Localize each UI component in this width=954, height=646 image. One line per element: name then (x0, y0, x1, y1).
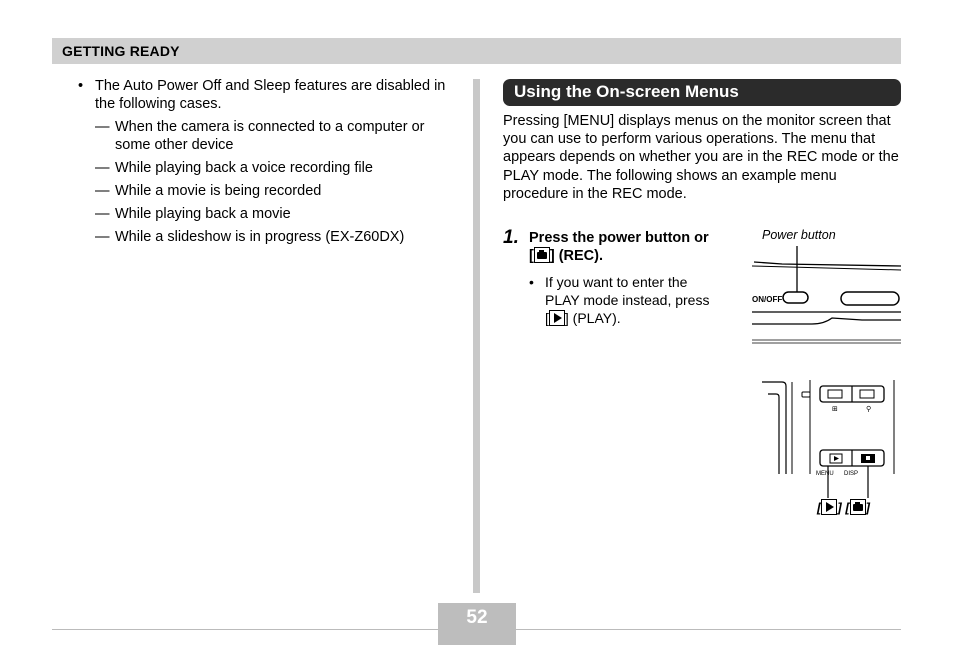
page-number: 52 (466, 607, 488, 628)
bullet-text: The Auto Power Off and Sleep features are disabled in the following cases. (95, 78, 446, 112)
disp-label: DISP (844, 471, 859, 477)
screen-frame-inner (768, 394, 779, 474)
dash-text: While playing back a voice recording file (115, 159, 373, 176)
dash-mark: — (95, 182, 110, 199)
step-subnote (529, 273, 714, 327)
magnify-icon: ⚲ (866, 405, 872, 413)
dash-text: While playing back a movie (115, 205, 291, 222)
grid-icon: ⊞ (832, 405, 838, 413)
intro-paragraph: Pressing [MENU] displays menus on the monitor screen that you can use to perform various operations. The menu that appears depends on whether you are in the REC mode or the PLAY mode. The following shows an example menu procedure in the REC mode. (503, 113, 899, 202)
camera-top-illustration (752, 244, 901, 344)
screen-frame-outer (762, 382, 786, 474)
bracket: [ (817, 500, 822, 515)
camera-icon (850, 499, 866, 515)
power-button-label: Power button (762, 228, 836, 242)
section-header-title: GETTING READY (62, 43, 180, 59)
left-column (78, 78, 450, 252)
camera-outline-line (752, 266, 901, 270)
dash-text: While a slideshow is in progress (EX-Z60DX) (115, 228, 405, 245)
dash-mark: — (95, 159, 110, 176)
bracket: ] (865, 500, 870, 515)
subnote-after: ] (PLAY). (564, 310, 621, 326)
bullet-item (78, 78, 450, 113)
section-title: Using the On-screen Menus (514, 82, 739, 101)
step-text (529, 229, 714, 265)
dash-item (78, 229, 450, 247)
onoff-label: ON/OFF (752, 295, 783, 304)
camera-back-illustration (762, 378, 901, 498)
bracket: ] (837, 500, 842, 515)
subnote-before: If you want to enter the PLAY mode instead, press [ (545, 274, 710, 326)
shutter-button-shape (841, 292, 899, 305)
dash-item (78, 160, 450, 178)
play-icon (821, 499, 837, 515)
dash-text: When the camera is connected to a computer or some other device (115, 119, 425, 153)
dash-mark: — (95, 228, 110, 245)
led-indicator (802, 392, 810, 397)
step-text-before: Press the power button or [ (529, 230, 709, 264)
step-text-after: ] (REC). (549, 248, 604, 264)
camera-lens (866, 456, 870, 460)
step-subnote-text (529, 273, 714, 327)
menu-label: MENU (816, 471, 834, 477)
bracket: [ (845, 500, 850, 515)
column-divider (473, 79, 480, 593)
camera-outline-top (754, 262, 901, 266)
bullet-dot: • (529, 274, 534, 290)
dash-item (78, 183, 450, 201)
play-icon (549, 310, 565, 326)
dash-mark: — (95, 205, 110, 222)
figure-button-labels (817, 499, 870, 515)
section-title-bar (503, 79, 901, 106)
section-header-bar (52, 38, 901, 64)
dash-item (78, 119, 450, 154)
dash-mark: — (95, 119, 110, 135)
step-number: 1. (503, 227, 519, 248)
dash-item (78, 206, 450, 224)
camera-body-curve (752, 318, 901, 324)
bullet-dot: • (78, 78, 84, 94)
camera-icon (534, 247, 550, 263)
power-button-shape (783, 292, 808, 303)
dash-text: While a movie is being recorded (115, 182, 322, 199)
page-number-box (438, 603, 516, 645)
